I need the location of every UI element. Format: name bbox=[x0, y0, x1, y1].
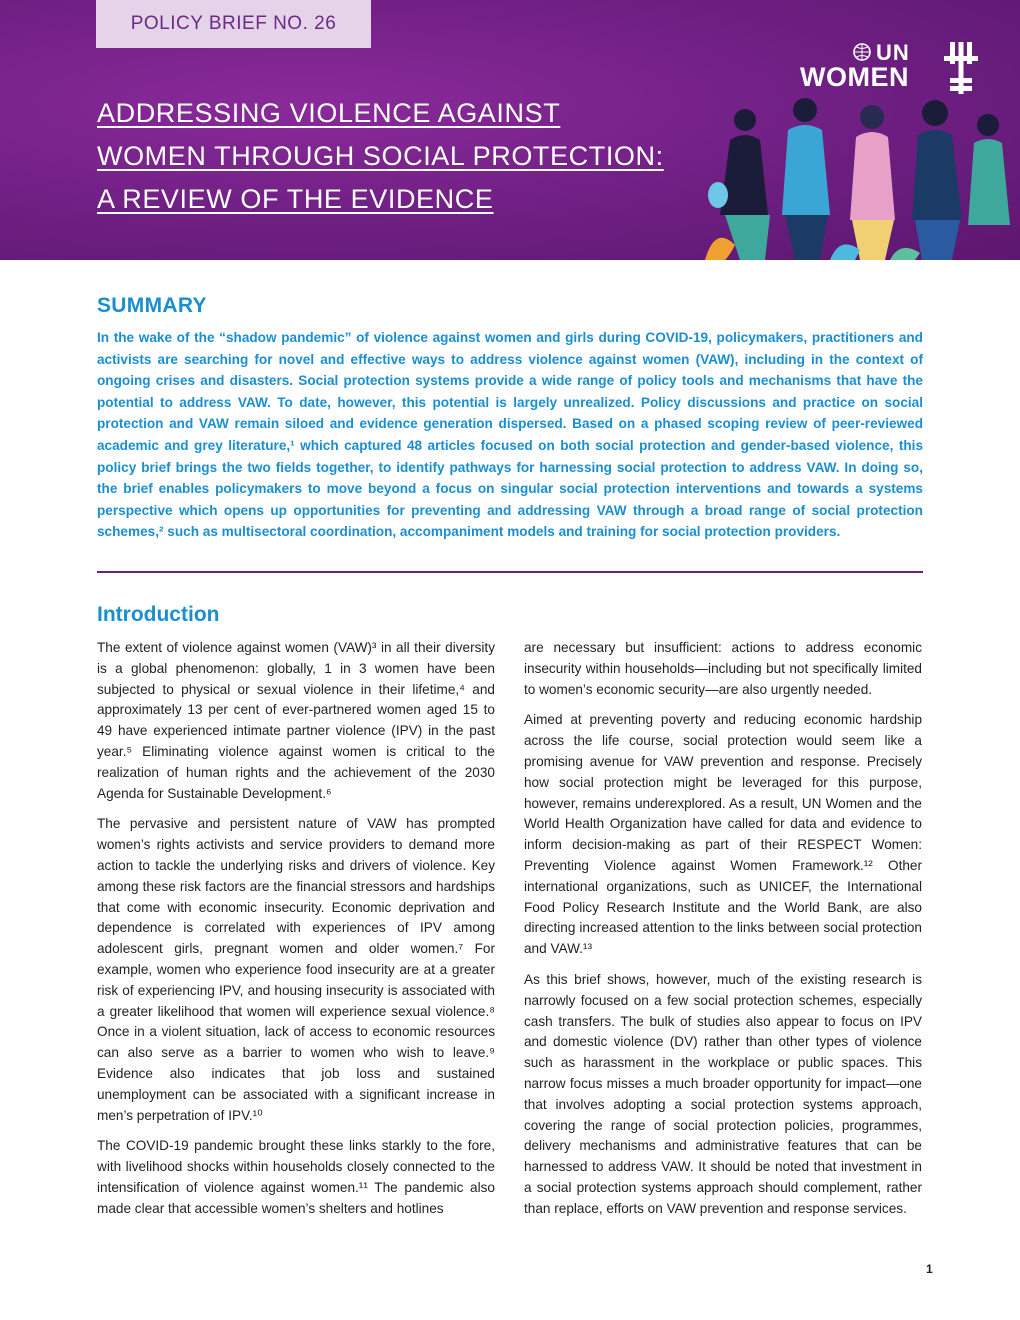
women-symbol-icon bbox=[942, 42, 980, 94]
summary-heading: SUMMARY bbox=[97, 294, 207, 317]
header-banner bbox=[0, 0, 1020, 260]
document-title bbox=[97, 92, 737, 221]
title-line-2: WOMEN THROUGH SOCIAL PROTECTION: bbox=[97, 141, 664, 171]
introduction-heading: Introduction bbox=[97, 603, 220, 626]
paragraph: The pervasive and persistent nature of VAW has prompted women’s rights activists and service providers to demand more action to tackle the underlying risks and drivers of violence. Key among these risk factors are the financial stressors and hardships that come with economic insecurity. Economic deprivation and dependence is correlated with experiences of IPV among adolescent girls, pregnant women and older women.⁷ For example, women who experience food insecurity are at a greater risk of experiencing IPV, and housing insecurity is associated with a greater likelihood that women will experience sexual violence.⁸ Once in a violent situation, lack of access to economic resources can also serve as a barrier to women who wish to leave.⁹ Evidence also indicates that job loss and sustained unemployment can be associated with a significant increase in men’s perpetration of IPV.¹⁰ bbox=[97, 816, 495, 1123]
un-women-logo bbox=[800, 38, 980, 98]
paragraph: Aimed at preventing poverty and reducing economic hardship across the life course, social protection would seem like a promising avenue for VAW prevention and response. Precisely how social protection might be leveraged for this purpose, however, remains underexplored. As a result, UN Women and the World Health Organization have called for data and evidence to inform decision-making as part of their RESPECT Women: Preventing Violence against Women Framework.¹² Other international organizations, such as UNICEF, the International Food Policy Research Institute and the World Bank, are also directing increased attention to the links between social protection and VAW.¹³ bbox=[524, 712, 922, 957]
paragraph: The extent of violence against women (VAW)³ in all their diversity is a global phenomenon: globally, 1 in 3 women have been subjected to physical or sexual violence in their lifetime,⁴ and approximately 13 per cent of ever-partnered women aged 15 to 49 have experienced intimate partner violence (IPV) in the past year.⁵ Eliminating violence against women is critical to the realization of human rights and the achievement of the 2030 Agenda for Sustainable Development.⁶ bbox=[97, 640, 495, 801]
right-column bbox=[524, 638, 922, 1230]
page-number: 1 bbox=[926, 1262, 933, 1276]
title-line-1: ADDRESSING VIOLENCE AGAINST bbox=[97, 98, 561, 128]
un-emblem-icon bbox=[852, 42, 872, 62]
policy-brief-badge: POLICY BRIEF NO. 26 bbox=[96, 0, 371, 48]
left-column bbox=[97, 638, 495, 1230]
logo-women-text: WOMEN bbox=[800, 62, 909, 92]
women-illustration bbox=[690, 95, 1020, 260]
summary-text: In the wake of the “shadow pandemic” of violence against women and girls during COVID-19, policymakers, practitioners and activists are searching for novel and effective ways to address violence against women (VAW), including in the context of ongoing crises and disasters. Social protection systems provide a wide range of policy tools and mechanisms that have the potential to address VAW. To date, however, this potential is largely unrealized. Policy discussions and practice on social protection and VAW remain siloed and evidence generation dispersed. Based on a phased scoping review of peer-reviewed academic and grey literature,¹ which captured 48 articles focused on both social protection and gender-based violence, this policy brief brings the two fields together, to identify pathways for harnessing social protection to address VAW. In doing so, the brief enables policymakers to move beyond a focus on singular social protection interventions and towards a systems perspective which opens up opportunities for preventing and addressing VAW through a broad range of social protection schemes,² such as multisectoral coordination, accompaniment models and training for social protection providers. bbox=[97, 330, 923, 540]
section-divider bbox=[97, 571, 923, 573]
paragraph: The COVID-19 pandemic brought these links starkly to the fore, with livelihood shocks within households closely connected to the intensification of violence against women.¹¹ The pandemic also made clear that accessible women’s shelters and hotlines bbox=[97, 1138, 495, 1216]
paragraph: As this brief shows, however, much of the existing research is narrowly focused on a few social protection schemes, especially cash transfers. The bulk of studies also appear to focus on IPV and domestic violence (DV) rather than other types of violence such as harassment in the workplace or public spaces. This narrow focus misses a much broader opportunity for impact—one that involves adopting a social protection systems approach, covering the range of social protection policies, programmes, delivery mechanisms and administrative features that can be harnessed to address VAW. It should be noted that investment in a social protection systems approach should complement, rather than replace, efforts on VAW prevention and response services. bbox=[524, 971, 922, 1216]
paragraph: are necessary but insufficient: actions to address economic insecurity within households—including but not specifically limited to women’s economic security—are also urgently needed. bbox=[524, 640, 922, 697]
logo-un-text: UN bbox=[876, 40, 910, 65]
title-line-3: A REVIEW OF THE EVIDENCE bbox=[97, 184, 494, 214]
